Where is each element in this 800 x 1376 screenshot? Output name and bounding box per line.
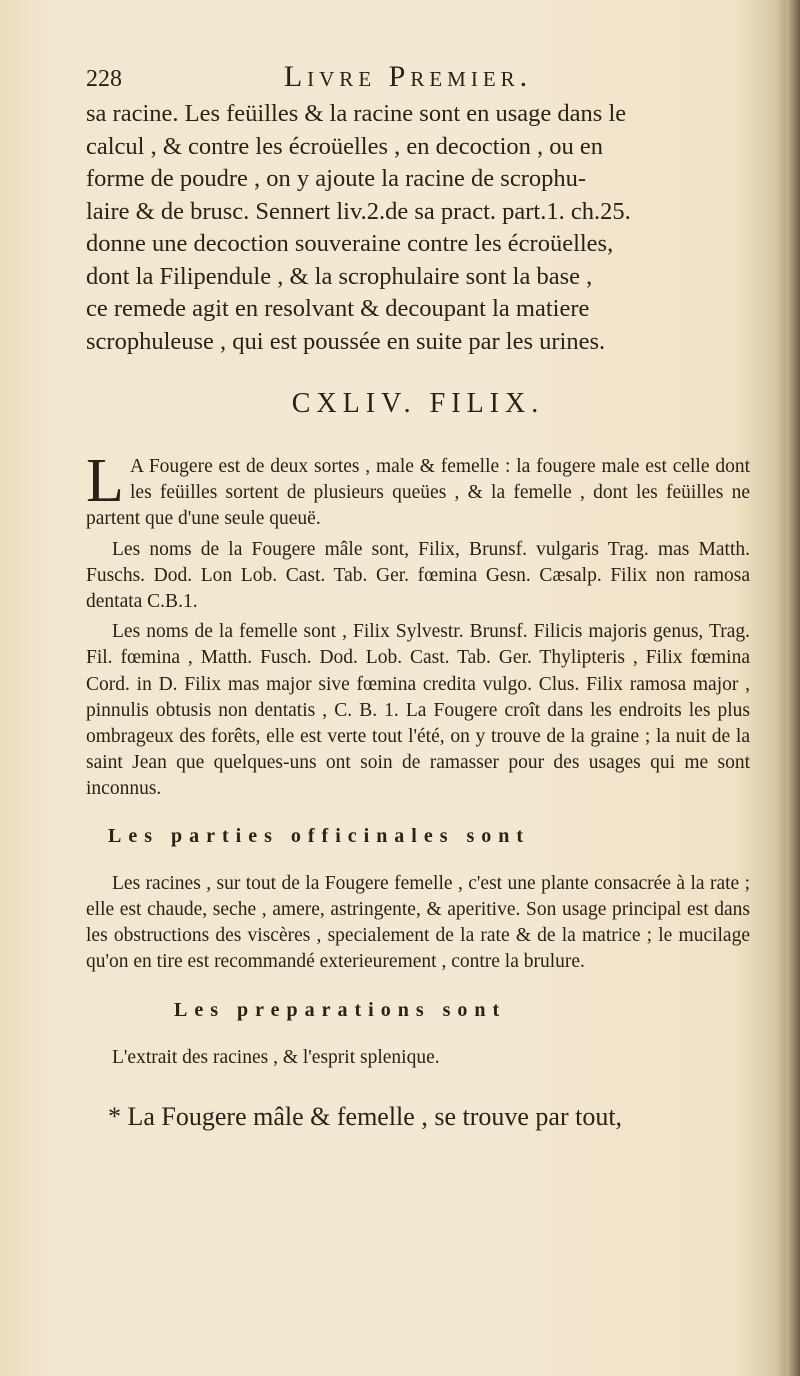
running-head — [86, 60, 750, 98]
names-female-paragraph: Les noms de la femelle sont , Filix Sylvestr. Brunsf. Filicis majoris genus, Trag. Fil. fœmina , Matth. Fusch. Dod. Lob. Cast. Tab. Ger. Thylipteris , Filix fœmina Cord. in D. Filix mas major sive fœmina credita vulgo. Clus. Filix ramosa major , pinnulis obtusis non dentatis , C. B. 1. La Fougere croît dans les endroits les plus ombrageux des forêts, elle est verte tout l'été, on y trouve de la graine ; la nuit de la saint Jean que quelques-uns ont soin de ramasser pour des usages qui me sont inconnus. — [86, 621, 750, 800]
text-line: sa racine. Les feüilles & la racine sont en usage dans le — [86, 100, 627, 127]
page-content — [86, 60, 750, 1132]
text-line: donne une decoction souveraine contre les écroüelles, — [86, 230, 614, 257]
intro-text: A Fougere est de deux sortes , male & femelle : la fougere male est celle dont les feüilles sortent de plusieurs queües , & la femelle , dont les feüilles ne partent que d'une seule queuë. — [86, 456, 750, 530]
drop-cap: L — [86, 447, 124, 515]
footnote-line: * La Fougere mâle & femelle , se trouve par tout, — [108, 1101, 623, 1131]
preparations-section — [86, 1045, 750, 1071]
section-title: CXLIV. FILIX. — [291, 388, 545, 419]
officinal-section — [86, 871, 750, 976]
text-line: laire & de brusc. Sennert liv.2.de sa pract. part.1. ch.25. — [86, 197, 631, 225]
text-line: dont la Filipendule , & la scrophulaire sont la base , — [86, 262, 593, 290]
names-male-paragraph: Les noms de la Fougere mâle sont, Filix, Brunsf. vulgaris Trag. mas Matth. Fuschs. Dod. Lon Lob. Cast. Tab. Ger. fœmina Gesn. Cæsalp. Filix non ramosa dentata C.B.1. — [86, 538, 750, 613]
text-line: calcul , & contre les écroüelles , en decoction , ou en — [86, 132, 604, 160]
book-title: Livre Premier. — [283, 60, 533, 93]
page-number: 228 — [86, 66, 122, 92]
subhead-preparations: Les preparations sont — [174, 999, 507, 1022]
section-body — [86, 447, 750, 803]
page-edge — [786, 0, 800, 1376]
text-line: forme de poudre , on y ajoute la racine de scrophu- — [86, 165, 587, 192]
preparations-paragraph: L'extrait des racines , & l'esprit splenique. — [112, 1047, 440, 1069]
text-line: scrophuleuse , qui est poussée en suite par les urines. — [86, 327, 606, 355]
text-line: ce remede agit en resolvant & decoupant la matiere — [86, 295, 590, 322]
continuation-text — [86, 98, 750, 358]
subhead-officinal: Les parties officinales sont — [108, 824, 531, 847]
intro-paragraph — [86, 447, 750, 533]
officinal-paragraph: Les racines , sur tout de la Fougere femelle , c'est une plante consacrée à la rate ; elle est chaude, seche , amere, astringente, & aperitive. Son usage principal est dans les obstructions des viscères , specialement de la rate & de la matrice ; le mucilage qu'on en tire est recommandé exterieurement , contre la brulure. — [86, 872, 750, 973]
